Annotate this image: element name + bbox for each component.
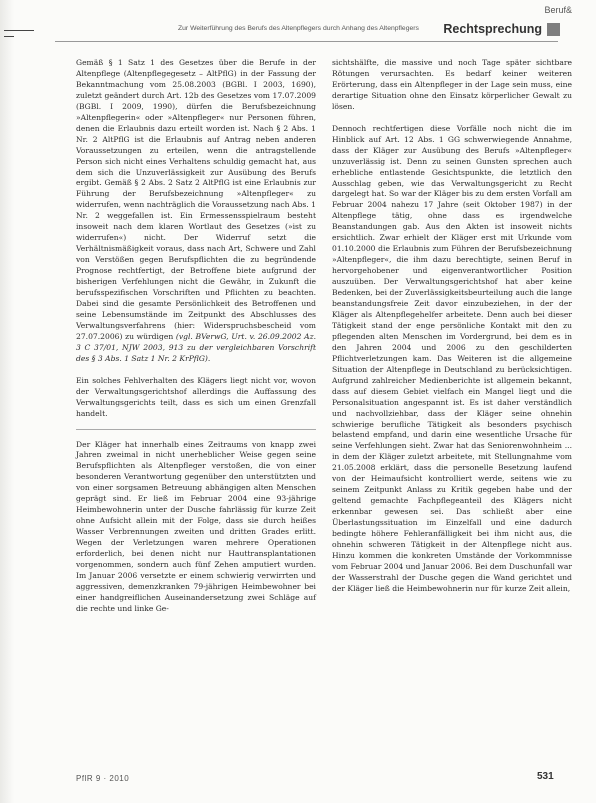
section-title: Rechtsprechung [443, 22, 542, 36]
citation: (vgl. BVerwG, Urt. v. 26.09.2002 Az. 3 C 37/01, NJW 2003, 913 zu der vergleichbaren Vorschrift des § 3 Abs. 1 Satz 1 Nr. 2 KrPflG). [76, 331, 317, 363]
scan-shadow [0, 0, 14, 803]
header-rule [55, 41, 558, 42]
right-column [332, 58, 572, 595]
paragraph-text: Gemäß § 1 Satz 1 des Gesetzes über die Berufe in der Altenpflege (Altenpflegegesetz – AltPflG) in der Fassung der Bekanntmachung vom 25.08.2003 (BGBl. I 2003, 1690), zuletzt geändert durch Art. 12b des Gesetzes vom 17.07.2009 (BGBl. I 2009, 1990), dürfen die Berufsbezeichnung »Altenpflegerin« oder »Altenpfleger« nur Personen führen, denen die Erlaubnis dazu erteilt worden ist. Nach § 2 Abs. 1 Nr. 2 AltPflG ist die Erlaubnis auf Antrag neben anderen Voraussetzungen zu erteilen, wenn die antragstellende Person sich nicht eines Verhaltens schuldig gemacht hat, aus dem sich die Unzuverlässigkeit zur Ausübung des Berufs ergibt. Gemäß § 2 Abs. 2 Satz 2 AltPflG ist eine Erlaubnis zur Führung der Berufsbezeichnung »Altenpfleger« zu widerrufen, wenn nachträglich die Voraussetzung nach Abs. 1 Nr. 2 weggefallen ist. Ein Ermessensspielraum besteht insoweit nach dem klaren Wortlaut des Gesetzes (»ist zu widerrufen«) nicht. Der Widerruf setzt die Verhältnismäßigkeit voraus, dass nach Art, Schwere und Zahl von Verstößen gegen Berufspflichten die zu begründende Prognose rechtfertigt, der Betroffene biete aufgrund der bisherigen Verfehlungen nicht die Gewähr, in Zukunft die berufsspezifischen Vorschriften und Pflichten zu beachten. Dabei sind die gesamte Persönlichkeit des Betroffenen und seine Lebensumstände im Zeitpunkt des Abschlusses des Verwaltungsverfahrens (hier: Widerspruchsbescheid vom 27.07.2006) zu würdigen [76, 58, 316, 341]
journal-issue: PflR 9 · 2010 [76, 774, 130, 783]
page-number: 531 [537, 771, 554, 782]
header-subtitle: Zur Weiterführung des Berufs des Altenpflegers durch Anhang des Altenpflegers [178, 25, 419, 32]
paragraph [76, 58, 316, 365]
scan-mark [4, 36, 14, 37]
paragraph: Der Kläger hat innerhalb eines Zeitraums von knapp zwei Jahren zweimal in nicht unerheblicher Weise gegen seine Berufspflichten als Altenpfleger verstoßen, die von einer besonderen Verantwortung gegenüber den unterstützten und von einer sorgsamen Betreuung abhängigen alten Menschen geprägt sind. Er ließ im Februar 2004 eine 93-jährige Heimbewohnerin unter der Dusche fahrlässig für kurze Zeit ohne Aufsicht allein mit der Folge, dass sie durch heißes Wasser Verbrennungen zweiten und dritten Grades erlitt. Wegen der Verletzungen waren mehrere Operationen erforderlich, bei denen nicht nur Hauttransplantationen vorgenommen, sondern auch fünf Zehen amputiert wurden. Im Januar 2006 versetzte er einem schwierig verwirrten und aggressiven, demenzkranken 79-jährigen Heimbewohner bei einer handgreiflichen Auseinandersetzung zwei Schläge auf die rechte und linke Ge- [76, 439, 316, 613]
paragraph: Ein solches Fehlverhalten des Klägers liegt nicht vor, wovon der Verwaltungsgerichtshof allerdings die Auffassung des Verwaltungsgerichts teilt, dass es sich um einen Grenzfall handelt. [76, 375, 316, 418]
paragraph: Dennoch rechtfertigen diese Vorfälle noch nicht die im Hinblick auf Art. 12 Abs. 1 GG schwerwiegende Annahme, dass der Kläger zur Ausübung des Berufs »Altenpfleger« unzuverlässig ist. Denn zu seinen Gunsten sprechen auch erhebliche entlastende Gesichtspunkte, die letztlich den Ausschlag geben, wie das Verwaltungsgericht zu Recht dargelegt hat. So war der Kläger bis zu dem ersten Vorfall am Februar 2004 nahezu 17 Jahre (seit Oktober 1987) in der Altenpflege tätig, ohne dass es irgendwelche Beanstandungen gab. Aus den Akten ist insoweit nichts ersichtlich. Zwar erhielt der Kläger erst mit Urkunde vom 01.10.2000 die Erlaubnis zum Führen der Berufsbezeichnung »Altenpfleger«, die ihm dazu berechtigte, seinen Beruf in hervorgehobener und eigenverantwortlicher Position auszuüben. Der Verwaltungsgerichtshof hat aber keine Bedenken, bei der Zuverlässigkeitsbeurteilung auch die lange beanstandungsfreie Zeit davor einzubeziehen, in der der Kläger als Altenpflegehelfer arbeitete. Denn auch bei dieser Tätigkeit stand der enge persönliche Kontakt mit den zu pflegenden alten Menschen im Vordergrund, bei dem es in den Jahren 2004 und 2006 zu den geschilderten Pflichtverletzungen kam. Das Weiteren ist die allgemeine Situation der Altenpflege in Deutschland zu berücksichtigen. Aufgrund zahlreicher Medienberichte ist allgemein bekannt, dass auf diesem Gebiet vielfach ein Mangel liegt und die Personalsituation angespannt ist. Es ist daher verständlich und nachvollziehbar, dass der Kläger seine ohnehin schwierige berufliche Tätigkeit als besonders psychisch belastend empfand, und darin eine wesentliche Ursache für seine Verfehlungen sieht. Zwar hat das Seniorenwohnheim ... in dem der Kläger zuletzt arbeitete, mit Stellungnahme vom 21.05.2008 erklärt, dass die personelle Besetzung laufend von der Heimaufsicht kontrolliert werde, seitens wie zu seinem Zeitpunkt Anlass zu Kritik gegeben habe und der geltend gemachte Fachpflegeanteil des Klägers nicht erkennbar gewesen sei. Das schließt aber eine Überlastungssituation im Einzelfall und eine dadurch bedingte höhere Fehleranfälligkeit bei ihm nicht aus, die ohnehin schweren Tätigkeit in der Altenpflege nicht aus. Hinzu kommen die konkreten Umstände der Vorkommnisse vom Februar 2004 und Januar 2006. Bei dem Duschunfall war der Wasserstrahl der Dusche gegen die Wand gerichtet und der Kläger ließ die Heimbewohnerin nur für kurze Zeit allein, [332, 123, 572, 593]
section-marker [547, 23, 560, 36]
paragraph: sichtshälfte, die massive und noch Tage später sichtbare Rötungen verursachten. Es bedarf keiner weiteren Erörterung, dass ein Altenpfleger in der Lage sein muss, eine derartige Situation ohne den Einsatz körperlicher Gewalt zu lösen. [332, 58, 572, 111]
corner-label: Beruf& [544, 5, 572, 15]
page-header [178, 22, 572, 38]
left-column [76, 58, 316, 615]
scan-mark [4, 30, 34, 31]
section-divider [76, 429, 316, 430]
